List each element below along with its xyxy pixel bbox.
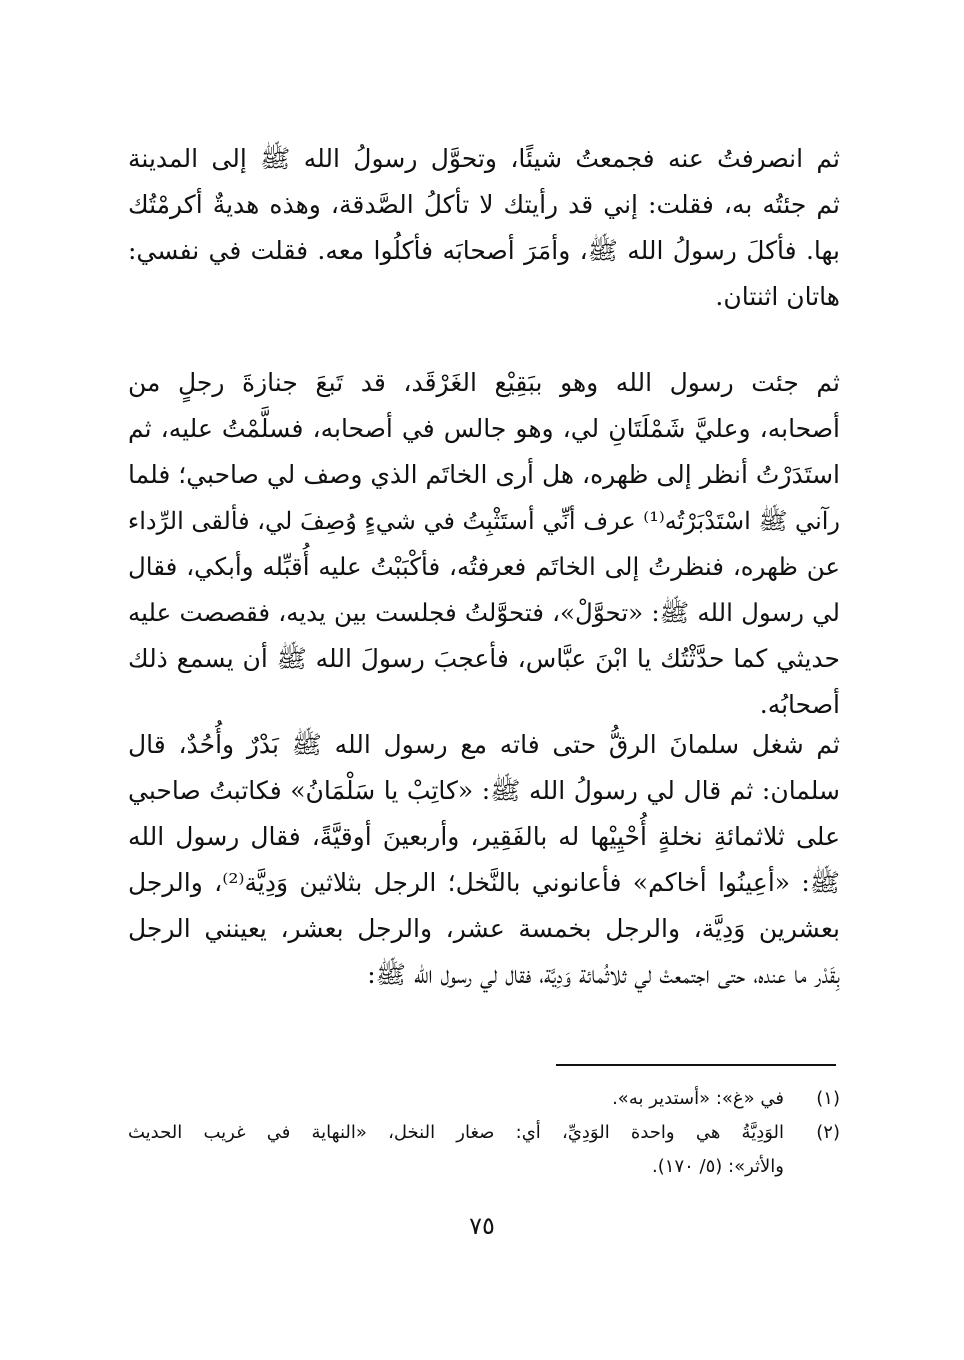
text-line: أصحابه، وعليَّ شَمْلَتَانِ لي، وهو جالس في أصحابه، فسلَّمْتُ عليه، ثم bbox=[128, 414, 840, 443]
footnote-text: في «غ»: «أستدير به». bbox=[612, 1088, 784, 1109]
paragraph-2 bbox=[128, 360, 840, 728]
footnote-number: (١) bbox=[816, 1088, 840, 1109]
text-line: ﷺ: «أعِينُوا أخاكم» فأعانوني بالنَّخل؛ الرجل بثلاثين وَدِيَّة⁽²⁾، والرجل bbox=[128, 868, 840, 897]
text-line: ثم جئت رسول الله وهو ببَقِيْع الغَرْقَد، قد تَبعَ جنازةَ رجلٍ من bbox=[128, 368, 840, 397]
text-line: ثم شغل سلمانَ الرقُّ حتى فاته مع رسول الله ﷺ بَدْرٌ وأُحُدٌ، قال bbox=[128, 730, 840, 759]
text-line: رآني ﷺ اسْتَدْبَرْتُه⁽¹⁾ عرف أنِّي أستَثْبِتُ في شيءٍ وُصِفَ لي، فألقى الرِّداء bbox=[127, 507, 840, 535]
footnote-text: والأثر»: (٥/ ١٧٠). bbox=[652, 1156, 784, 1177]
text-line: ثم انصرفتُ عنه فجمعتُ شيئًا، وتحوَّل رسولُ الله ﷺ إلى المدينة bbox=[128, 144, 840, 173]
text-line: بعشرين وَدِيَّة، والرجل بخمسة عشر، والرجل بعشر، يعينني الرجل bbox=[128, 914, 840, 943]
paragraph-3 bbox=[128, 722, 840, 998]
footnote-number: (٢) bbox=[816, 1122, 840, 1143]
text-line: عن ظهره، فنظرتُ إلى الخاتَم فعرفتُه، فأكْبَبْتُ عليه أُقبِّله وأبكي، فقال bbox=[128, 552, 840, 581]
text-line: سلمان: ثم قال لي رسولُ الله ﷺ: «كاتِبْ يا سَلْمَانُ» فكاتبتُ صاحبي bbox=[128, 776, 840, 805]
text-line: استَدَرْتُ أنظر إلى ظهره، هل أرى الخاتَم الذي وصف لي صاحبي؛ فلما bbox=[128, 460, 840, 489]
footnote-text: الوَدِيَّةُ هي واحدة الوَدِيِّ، أي: صغار النخل، «النهاية في غريب الحديث bbox=[128, 1122, 784, 1143]
text-line: بِقَدْر ما عنده، حتى اجتمعتْ لي ثلاثُمائة وَدِيَّة، فقال لي رسول الله ﷺ: bbox=[367, 960, 840, 989]
footnote-divider bbox=[556, 1064, 836, 1066]
footnote-1 bbox=[128, 1082, 840, 1116]
text-line: على ثلاثمائةِ نخلةٍ أُحْيِيْها له بالفَقِير، وأربعينَ أوقيَّةً، فقال رسول الله bbox=[128, 822, 840, 851]
text-line: أصحابُه. bbox=[759, 690, 840, 719]
paragraph-1 bbox=[128, 136, 840, 320]
text-line: هاتان اثنتان. bbox=[715, 282, 840, 311]
page-number: ٧٥ bbox=[469, 1212, 495, 1240]
footnotes bbox=[128, 1082, 840, 1184]
text-line: لي رسول الله ﷺ: «تحوَّلْ»، فتحوَّلتُ فجلست بين يديه، فقصصت عليه bbox=[128, 598, 840, 627]
text-line: ثم جئتُه به، فقلت: إني قد رأيتك لا تأكلُ الصَّدقة، وهذه هديةٌ أكرمْتُك bbox=[128, 190, 840, 219]
footnote-2 bbox=[128, 1116, 840, 1184]
text-line: بها. فأكلَ رسولُ الله ﷺ، وأمَرَ أصحابَه فأكلُوا معه. فقلت في نفسي: bbox=[128, 236, 840, 265]
text-line: حديثي كما حدَّثْتُك يا ابْنَ عبَّاس، فأعجبَ رسولَ الله ﷺ أن يسمع ذلك bbox=[128, 644, 840, 673]
